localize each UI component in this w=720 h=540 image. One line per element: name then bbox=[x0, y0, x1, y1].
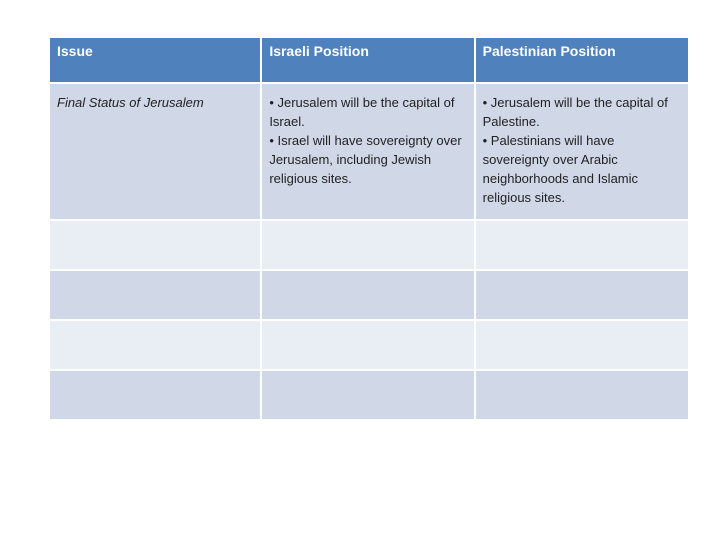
empty-cell bbox=[261, 270, 474, 320]
empty-cell bbox=[475, 220, 689, 270]
positions-table bbox=[48, 36, 690, 421]
palestinian-point-2: • Palestinians will have sovereignty over Arabic neighborhoods and Islamic religious sites. bbox=[482, 133, 639, 205]
header-israeli-position: Israeli Position bbox=[261, 37, 474, 83]
table-row bbox=[49, 270, 689, 320]
empty-cell bbox=[49, 370, 261, 420]
cell-palestinian-position bbox=[475, 83, 689, 220]
empty-cell bbox=[475, 320, 689, 370]
israeli-point-1: • Jerusalem will be the capital of Israel. bbox=[269, 95, 455, 129]
table-row bbox=[49, 370, 689, 420]
palestinian-point-1: • Jerusalem will be the capital of Palestine. bbox=[482, 95, 668, 129]
israeli-point-2: • Israel will have sovereignty over Jerusalem, including Jewish religious sites. bbox=[269, 133, 462, 186]
empty-cell bbox=[475, 370, 689, 420]
table-row bbox=[49, 320, 689, 370]
empty-cell bbox=[49, 220, 261, 270]
table-row bbox=[49, 83, 689, 220]
table-header-row bbox=[49, 37, 689, 83]
empty-cell bbox=[49, 320, 261, 370]
cell-israeli-position bbox=[261, 83, 474, 220]
header-issue: Issue bbox=[49, 37, 261, 83]
table-row bbox=[49, 220, 689, 270]
empty-cell bbox=[475, 270, 689, 320]
empty-cell bbox=[49, 270, 261, 320]
empty-cell bbox=[261, 220, 474, 270]
empty-cell bbox=[261, 370, 474, 420]
cell-issue: Final Status of Jerusalem bbox=[49, 83, 261, 220]
empty-cell bbox=[261, 320, 474, 370]
header-palestinian-position: Palestinian Position bbox=[475, 37, 689, 83]
